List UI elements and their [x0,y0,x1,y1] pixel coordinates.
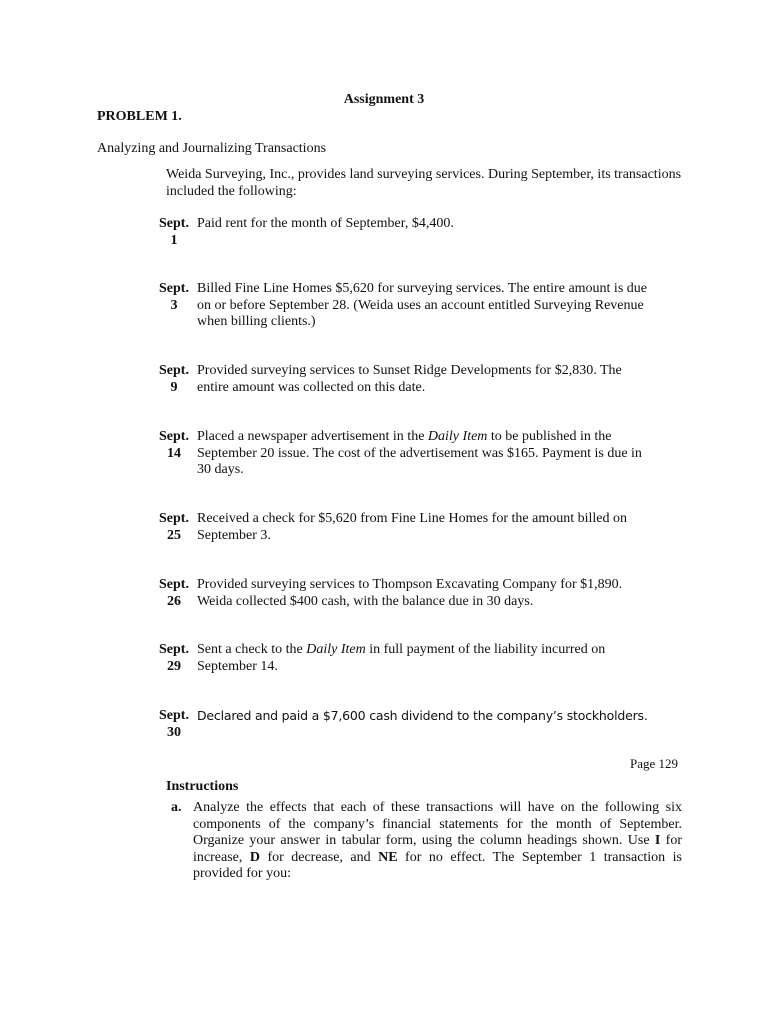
description-text: to be published in the September 20 issue. The cost of the advertisement was $165. Payment is due in 30 days. [197,429,642,477]
transaction-sept-3 [156,281,696,331]
newspaper-name: Daily Item [427,429,488,444]
transaction-date [156,429,192,462]
date-month: Sept. [159,642,189,657]
transaction-description [197,642,657,675]
problem-heading: PROBLEM 1. [97,109,182,124]
transaction-description: Provided surveying services to Sunset Ridge Developments for $2,830. The entire amount was collected on this date. [197,363,622,395]
instruction-text-part: for increase, [193,833,682,865]
transaction-description: Declared and paid a $7,600 cash dividend to the company’s stockholders. [197,708,648,723]
date-month: Sept. [159,511,189,526]
transaction-sept-29 [156,642,696,675]
date-day: 1 [170,232,178,248]
page-title: Assignment 3 [343,92,425,107]
date-day: 25 [167,527,181,543]
code-no-effect: NE [378,849,398,865]
transaction-description: Received a check for $5,620 from Fine Line Homes for the amount billed on September 3. [197,511,627,543]
date-day: 9 [170,379,178,395]
intro-paragraph: Weida Surveying, Inc., provides land surveying services. During September, its transactions included the following: [166,167,682,199]
transaction-sept-1 [156,216,696,248]
transaction-date [156,281,192,314]
description-text: in full payment of the liability incurred on September 14. [197,642,606,674]
transaction-date [156,216,192,249]
transaction-sept-30 [156,708,696,740]
date-day: 26 [167,593,181,609]
transaction-date [156,642,192,675]
instruction-text-part: for decrease, and [259,849,379,865]
date-month: Sept. [159,363,189,378]
date-month: Sept. [159,708,189,723]
transaction-description [197,429,657,479]
instruction-item-a [166,800,682,883]
page-number: Page 129 [629,756,678,771]
transaction-sept-25 [156,511,696,544]
transaction-date [156,511,192,544]
date-month: Sept. [159,577,189,592]
description-text: Placed a newspaper advertisement in the [197,429,428,444]
date-month: Sept. [159,429,189,444]
date-month: Sept. [159,281,189,296]
instruction-text [193,800,682,883]
date-day: 3 [170,297,178,313]
transaction-description: Billed Fine Line Homes $5,620 for surveying services. The entire amount is due on or before September 28. (Weida uses an account entitled Surveying Revenue when billing clients.) [197,281,647,329]
instruction-text-part: for no effect. The September 1 transaction is provided for you: [193,849,683,881]
transaction-date [156,363,192,396]
transaction-date [156,577,192,610]
transaction-sept-9 [156,363,696,396]
transaction-sept-26 [156,577,696,610]
transaction-description: Provided surveying services to Thompson Excavating Company for $1,890. Weida collected $400 cash, with the balance due in 30 days. [197,577,623,609]
code-increase: I [654,833,661,848]
code-decrease: D [249,849,260,865]
newspaper-name: Daily Item [306,642,366,657]
item-letter: a. [171,800,182,815]
problem-subtitle: Analyzing and Journalizing Transactions [97,141,327,156]
description-text: Sent a check to the [197,642,307,657]
date-day: 29 [167,658,181,674]
instruction-text-part: Analyze the effects that each of these transactions will have on the following six components of the company’s financial statements for the month of September. Organize your answer in tabular form, using the column headings shown. Use [193,800,682,848]
transaction-date [156,708,192,741]
date-day: 30 [167,724,181,740]
transaction-sept-14 [156,429,696,479]
date-month: Sept. [159,216,189,231]
date-day: 14 [167,445,181,461]
transaction-description: Paid rent for the month of September, $4,400. [197,216,454,231]
instructions-heading: Instructions [166,779,239,794]
